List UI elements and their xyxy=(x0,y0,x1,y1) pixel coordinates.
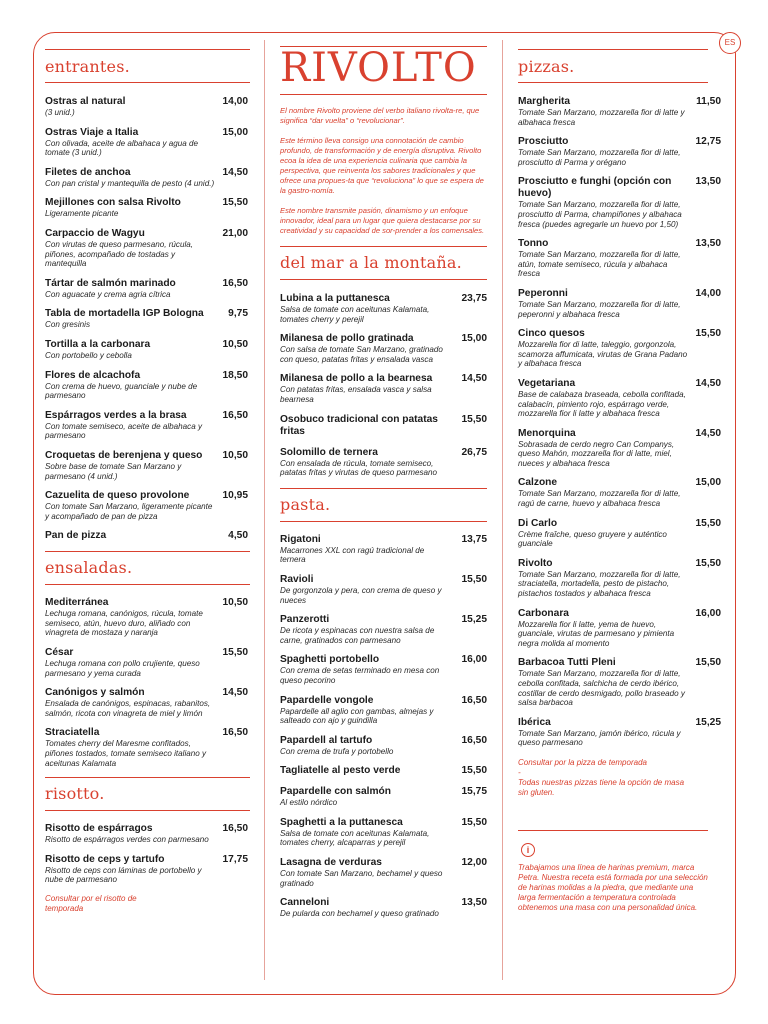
menu-item-name: Papardell al tartufo xyxy=(280,734,373,746)
intro-paragraph: El nombre Rivolto proviene del verbo italiano rivolta-re, que significa “dar vuelta” o “revolucionar”. xyxy=(280,106,480,125)
menu-item-name: Spaghetti a la puttanesca xyxy=(280,816,403,828)
menu-item xyxy=(45,96,248,118)
menu-item-name: Tagliatelle al pesto verde xyxy=(280,765,401,777)
menu-item-name: Pan de pizza xyxy=(45,530,107,542)
menu-item-name: Prosciutto e funghi (opción con huevo) xyxy=(518,176,672,200)
menu-item-price: 13,75 xyxy=(461,533,487,545)
menu-item-price: 16,50 xyxy=(461,694,487,706)
menu-item-description: Sobrasada de cerdo negro Can Companys, queso Mahón, mozzarella fior di latte, miel, nueces y albahaca fresca xyxy=(518,439,675,468)
menu-item-header xyxy=(45,450,248,462)
menu-item-description: Tomate San Marzano, mozzarella fior di latte, straciatella, mortadella, pesto de pistacho, pistachos tostados y albahaca fresca xyxy=(518,569,681,599)
menu-item xyxy=(45,278,248,300)
menu-item-price: 14,00 xyxy=(222,96,248,107)
menu-item xyxy=(280,574,487,605)
menu-item xyxy=(518,328,721,369)
menu-item-header xyxy=(280,786,487,798)
menu-item-price: 14,50 xyxy=(461,373,487,385)
menu-item-name: Menorquina xyxy=(518,427,576,439)
menu-item-header xyxy=(280,447,487,459)
entrantes-list xyxy=(45,96,248,542)
menu-item-name: Risotto de espárragos xyxy=(45,823,153,835)
menu-item-description: Tomate San Marzano, mozzarella fior di latte, atún, tomate semiseco, rúcula y albahaca fresca xyxy=(518,250,681,279)
menu-item-name: Margherita xyxy=(518,96,571,107)
menu-item-price: 16,50 xyxy=(222,727,248,739)
menu-item-price: 9,75 xyxy=(228,308,248,320)
menu-item xyxy=(45,490,248,521)
menu-item-price: 14,50 xyxy=(695,377,721,389)
menu-item-name: Filetes de anchoa xyxy=(45,166,131,178)
menu-item-price: 12,75 xyxy=(695,136,721,148)
menu-item-header xyxy=(518,288,721,300)
menu-item-price: 13,50 xyxy=(461,897,487,909)
menu-item-name: Papardelle con salmón xyxy=(280,786,391,798)
menu-item-header xyxy=(518,378,721,390)
menu-item-name: Spaghetti portobello xyxy=(280,654,380,666)
menu-item-description: (3 unid.) xyxy=(45,108,75,117)
menu-item-name: Ostras Viaje a Italia xyxy=(45,126,139,138)
menu-item-header xyxy=(280,414,487,438)
menu-item-price: 23,75 xyxy=(461,293,487,304)
menu-item-price: 4,50 xyxy=(228,530,248,542)
menu-item xyxy=(280,333,487,364)
menu-item-description: Base de calabaza braseada, cebolla confitada, calabacín, pimiento rojo, espárrago verde, mozzarella fior li latte y albahaca fresca xyxy=(518,389,686,419)
menu-item-description: Risotto de espárragos verdes con parmesano xyxy=(45,835,209,845)
menu-item-name: Prosciutto xyxy=(518,136,569,148)
intro-paragraph: Este nombre transmite pasión, dinamismo y un enfoque innovador, ideal para un lugar que quiera destacarse por su creatividad y su capacidad de sor-prender a los comensales. xyxy=(280,206,485,235)
menu-item-name: Canónigos y salmón xyxy=(45,687,145,699)
menu-item-header xyxy=(280,897,487,909)
menu-item-description: De ricota y espinacas con nuestra salsa de carne, gratinados con parmesano xyxy=(280,626,435,645)
menu-item-header xyxy=(45,96,248,108)
menu-item-description: De gorgonzola y pera, con crema de queso y nueces xyxy=(280,585,442,605)
risotto-note: Consultar por el risotto de temporada xyxy=(45,894,137,913)
menu-item-name: Peperonni xyxy=(518,287,568,299)
menu-item-header xyxy=(280,857,487,869)
menu-item-name: Mediterránea xyxy=(45,597,109,609)
menu-item-name: Tortilla a la carbonara xyxy=(45,338,151,350)
menu-item-name: Lasagna de verduras xyxy=(280,857,382,869)
divider xyxy=(45,49,250,50)
menu-item-description: Mozzarella fior di latte, taleggio, gorgonzola, scamorza affumicata, virutas de Grana Padano y albahaca fresca xyxy=(518,340,688,369)
divider xyxy=(280,488,487,489)
menu-item-name: Tonno xyxy=(518,238,549,250)
menu-item-price: 15,50 xyxy=(461,573,487,585)
menu-item-description: Con pan cristal y mantequilla de pesto (4 unid.) xyxy=(45,178,215,188)
menu-item-description: Tomate San Marzano, mozzarella fior di latte, prosciutto di Parma y orégano xyxy=(518,148,681,167)
menu-item-name: Cinco quesos xyxy=(518,328,585,340)
divider xyxy=(518,49,708,50)
menu-item-header xyxy=(280,373,487,385)
menu-item-header xyxy=(280,765,487,777)
menu-item-description: Con gresinis xyxy=(45,320,90,330)
section-title-ensaladas: ensaladas. xyxy=(45,558,133,578)
menu-item-price: 13,50 xyxy=(695,176,721,188)
divider xyxy=(518,830,708,831)
menu-item-price: 15,25 xyxy=(695,716,721,728)
menu-item-description: Lechuga romana con pollo crujiente, queso parmesano y yema curada xyxy=(45,659,200,678)
menu-item-price: 15,50 xyxy=(461,413,487,425)
menu-item-price: 21,00 xyxy=(222,227,248,239)
menu-item-description: Salsa de tomate con aceitunas Kalamata, tomates cherry, alcaparras y perejil xyxy=(280,828,430,848)
menu-item-header xyxy=(45,228,248,240)
divider xyxy=(45,551,250,552)
menu-item-header xyxy=(518,136,721,148)
menu-item-description: Con crema de huevo, guanciale y nube de parmesano xyxy=(45,381,198,401)
menu-item-price: 15,75 xyxy=(461,786,487,798)
menu-item-description: Tomate San Marzano, mozzarella fior di latte, ragú de carne, huevo y albahaca fresca xyxy=(518,489,681,509)
menu-item xyxy=(45,727,248,768)
column-divider xyxy=(264,40,265,980)
menu-item-name: Canneloni xyxy=(280,897,330,909)
menu-item-header xyxy=(518,96,721,108)
menu-item xyxy=(45,687,248,718)
menu-item-name: Espárragos verdes a la brasa xyxy=(45,409,187,421)
menu-item-header xyxy=(280,817,487,829)
menu-item-name: Straciatella xyxy=(45,727,100,739)
menu-item xyxy=(45,530,248,542)
menu-item-price: 15,00 xyxy=(222,126,248,138)
divider xyxy=(45,584,250,585)
pizza-note-separator: - xyxy=(518,767,521,777)
menu-item xyxy=(518,238,721,279)
menu-item-price: 10,95 xyxy=(222,490,248,502)
menu-item-name: Tártar de salmón marinado xyxy=(45,277,176,289)
menu-item-header xyxy=(45,339,248,351)
menu-item xyxy=(280,614,487,645)
menu-item-name: Solomillo de ternera xyxy=(280,446,378,458)
menu-item-name: Barbacoa Tutti Pleni xyxy=(518,657,616,669)
menu-item-description: Con olivada, aceite de albahaca y agua de tomate (3 unid.) xyxy=(45,138,198,158)
menu-item xyxy=(280,373,487,404)
menu-item xyxy=(45,197,248,219)
section-title-pizzas: pizzas. xyxy=(518,57,575,76)
menu-item-description: Tomate San Marzano, mozzarella fior di latte y albahaca fresca xyxy=(518,108,685,127)
menu-item-header xyxy=(45,490,248,502)
menu-item-price: 26,75 xyxy=(461,446,487,458)
menu-item-price: 15,00 xyxy=(695,477,721,489)
menu-item xyxy=(45,127,248,158)
menu-item-header xyxy=(518,558,721,570)
menu-item-header xyxy=(45,308,248,320)
menu-item xyxy=(518,657,721,707)
menu-item xyxy=(518,477,721,508)
section-title-delmar: del mar a la montaña. xyxy=(280,253,462,272)
language-badge[interactable]: ES xyxy=(719,32,741,54)
menu-item-name: Milanesa de pollo a la bearnesa xyxy=(280,373,433,385)
menu-item-description: De pularda con bechamel y queso gratinado xyxy=(280,909,439,919)
menu-item-description: Risotto de ceps con láminas de portobello y nube de parmesano xyxy=(45,865,202,885)
menu-item-name: Panzerotti xyxy=(280,614,330,626)
menu-item-header xyxy=(280,534,487,546)
menu-item xyxy=(45,167,248,189)
menu-item-name: Mejillones con salsa Rivolto xyxy=(45,197,181,209)
menu-item-header xyxy=(45,167,248,179)
menu-item-description: Ensalada de canónigos, espinacas, rabanitos, salmón, ricota con vinagreta de miel y limón xyxy=(45,699,211,718)
menu-item-name: Papardelle vongole xyxy=(280,694,374,706)
menu-item xyxy=(45,597,248,638)
menu-item-header xyxy=(45,278,248,290)
menu-item xyxy=(280,534,487,565)
menu-item xyxy=(45,228,248,269)
menu-item xyxy=(280,817,487,848)
menu-item-name: Flores de alcachofa xyxy=(45,369,141,381)
menu-item-header xyxy=(280,333,487,345)
menu-item-price: 17,75 xyxy=(222,853,248,865)
menu-item xyxy=(518,558,721,599)
menu-item-name: Ostras al natural xyxy=(45,96,126,107)
menu-item-name: Carpaccio de Wagyu xyxy=(45,227,145,239)
menu-item-description: Tomate San Marzano, jamón ibérico, rúcula y queso parmesano xyxy=(518,728,681,748)
menu-item-price: 15,00 xyxy=(461,333,487,345)
menu-item-price: 15,50 xyxy=(222,647,248,659)
menu-item-price: 10,50 xyxy=(222,597,248,609)
menu-item-price: 10,50 xyxy=(222,338,248,350)
menu-item-header xyxy=(45,530,248,542)
menu-item-name: Osobuco tradicional con patatas fritas xyxy=(280,413,438,437)
menu-item-description: Al estilo nórdico xyxy=(280,798,338,808)
menu-item xyxy=(45,647,248,678)
menu-item-price: 16,50 xyxy=(222,409,248,421)
menu-item-header xyxy=(518,477,721,489)
menu-item-name: Calzone xyxy=(518,477,558,489)
menu-item xyxy=(518,428,721,469)
menu-item-description: Tomates cherry del Maresme confitados, piñones tostados, tomate semiseco italiano y aceitunas Kalamata xyxy=(45,739,207,768)
menu-item xyxy=(518,136,721,167)
menu-item-description: Lechuga romana, canónigos, rúcula, tomate semiseco, atún, huevo duro, aliñado con vinagreta de mostaza y naranja xyxy=(45,609,203,638)
menu-item-description: Con ensalada de rúcula, tomate semiseco, patatas fritas y virutas de queso parmesano xyxy=(280,458,438,478)
menu-item-price: 16,50 xyxy=(222,823,248,835)
menu-item xyxy=(518,608,721,649)
menu-item-price: 15,50 xyxy=(695,557,721,569)
menu-item xyxy=(280,293,487,324)
intro-paragraph: Este término lleva consigo una connotación de cambio profundo, de transformación y de energía disruptiva. Rivolto ecoa la idea de una experiencia culinaria que cambia la perspectiva, que reinventa los sabores tradicionales y que ofrece una propues-ta que “revoluciona” lo que se espera de la gastro-nomía. xyxy=(280,136,484,195)
menu-item xyxy=(280,414,487,438)
menu-item xyxy=(280,695,487,726)
menu-item-price: 15,50 xyxy=(695,517,721,529)
menu-item-name: Lubina a la puttanesca xyxy=(280,293,390,304)
pizza-note: Consultar por la pizza de temporada xyxy=(518,757,647,767)
divider xyxy=(280,94,487,95)
info-icon: i xyxy=(521,843,535,857)
menu-item-description: Tomate San Marzano, mozzarella fior di latte, peperonni y albahaca fresca xyxy=(518,299,681,319)
menu-item-header xyxy=(45,823,248,835)
menu-item-name: Ibérica xyxy=(518,716,551,728)
menu-item xyxy=(280,654,487,685)
menu-item-name: Rivolto xyxy=(518,557,553,569)
menu-item-name: Cazuelita de queso provolone xyxy=(45,490,190,502)
menu-item-name: Milanesa de pollo gratinada xyxy=(280,333,414,345)
menu-item-description: Tomate San Marzano, mozzarella fior di latte, prosciutto di Parma, champiñones y albahaca fresca (puedes agregarle un huevo por 1,50) xyxy=(518,200,682,229)
divider xyxy=(518,82,708,83)
menu-item-description: Con patatas fritas, ensalada vasca y salsa bearnesa xyxy=(280,385,432,404)
menu-item xyxy=(518,378,721,419)
column-left xyxy=(45,0,248,914)
menu-item-description: Salsa de tomate con aceitunas Kalamata, tomates cherry y perejil xyxy=(280,305,430,324)
menu-item-name: Risotto de ceps y tartufo xyxy=(45,853,165,865)
section-title-entrantes: entrantes. xyxy=(45,57,130,76)
menu-item-description: Tomate San Marzano, mozzarella fior di latte, cebolla confitada, salchicha de cerdo ibérico, costillar de cerdo desmigado, pollo braseado y salsa barbacoa xyxy=(518,669,685,708)
section-title-pasta: pasta. xyxy=(280,494,331,514)
menu-item-header xyxy=(518,238,721,250)
flour-info-text: Trabajamos una línea de harinas premium, marca Petra. Nuestra receta está formada por una selección de harinas molidas a la piedra, que mediante una larga fermentación a temperatura controlada obtenemos una masa con una personalidad única. xyxy=(518,862,708,912)
menu-item-description: Papardelle all aglio con gambas, almejas y salteado con ajo y guindilla xyxy=(280,706,434,726)
menu-item-name: Ravioli xyxy=(280,573,314,585)
menu-item-description: Con tomate San Marzano, bechamel y queso gratinado xyxy=(280,869,443,888)
menu-item-description: Con salsa de tomate San Marzano, gratinado con queso, patatas fritas y ensalada vasca xyxy=(280,345,443,364)
menu-item-header xyxy=(45,197,248,209)
menu-item-price: 13,50 xyxy=(695,238,721,250)
menu-item xyxy=(45,339,248,361)
menu-item xyxy=(280,786,487,808)
menu-item-header xyxy=(280,735,487,747)
divider xyxy=(280,246,487,247)
menu-item-price: 15,50 xyxy=(222,197,248,209)
divider xyxy=(45,810,250,811)
menu-item-header xyxy=(518,176,721,200)
column-center xyxy=(280,0,487,928)
menu-item-header xyxy=(280,654,487,666)
menu-item xyxy=(518,717,721,748)
menu-item-price: 10,50 xyxy=(222,449,248,461)
pizzas-list xyxy=(518,96,721,748)
menu-item-header xyxy=(45,597,248,609)
menu-item-name: Rigatoni xyxy=(280,533,321,545)
menu-item-header xyxy=(45,127,248,139)
menu-item-price: 14,50 xyxy=(222,687,248,699)
menu-item-header xyxy=(45,854,248,866)
menu-item-price: 18,50 xyxy=(222,369,248,381)
divider xyxy=(45,82,250,83)
menu-item xyxy=(280,857,487,888)
menu-item-description: Con crema de setas terminado en mesa con queso pecorino xyxy=(280,666,440,685)
divider xyxy=(45,777,250,778)
menu-item-name: Carbonara xyxy=(518,607,569,619)
menu-item-header xyxy=(45,647,248,659)
column-right xyxy=(518,0,721,913)
menu-item-header xyxy=(280,614,487,626)
menu-item-price: 15,25 xyxy=(461,614,487,626)
menu-item-description: Con aguacate y crema agria cítrica xyxy=(45,289,171,299)
menu-item xyxy=(280,447,487,478)
brand-logo: RIVOLTO xyxy=(280,45,477,91)
menu-item-header xyxy=(280,695,487,707)
menu-item-description: Con virutas de queso parmesano, rúcula, piñones, acompañado de tostadas y mantequilla xyxy=(45,239,194,269)
menu-item-header xyxy=(280,293,487,305)
menu-item-header xyxy=(45,410,248,422)
menu-item xyxy=(45,823,248,845)
menu-item-name: Vegetariana xyxy=(518,377,576,389)
menu-item xyxy=(518,518,721,549)
menu-item-description: Ligeramente picante xyxy=(45,209,119,219)
menu-item xyxy=(45,308,248,330)
menu-item-header xyxy=(518,518,721,530)
menu-item xyxy=(280,735,487,757)
menu-item xyxy=(518,96,721,127)
menu-item-header xyxy=(518,608,721,620)
menu-item-description: Mozzarella fior li latte, yema de huevo, guanciale, virutas de parmesano y pimienta negra molida al momento xyxy=(518,619,675,648)
menu-item-description: Con tomate San Marzano, ligeramente picante y acompañado de pan de pizza xyxy=(45,502,213,521)
menu-item xyxy=(45,854,248,885)
column-divider xyxy=(502,40,503,980)
menu-item-description: Con crema de trufa y portobello xyxy=(280,746,394,756)
delmar-list xyxy=(280,293,487,478)
menu-item-header xyxy=(45,370,248,382)
divider xyxy=(280,521,487,522)
menu-item-header xyxy=(280,574,487,586)
menu-item-price: 15,50 xyxy=(461,816,487,828)
menu-item-header xyxy=(518,717,721,729)
menu-item-price: 16,50 xyxy=(222,277,248,289)
menu-item-price: 16,50 xyxy=(461,734,487,746)
menu-item-description: Con portobello y cebolla xyxy=(45,350,132,360)
menu-item-price: 16,00 xyxy=(695,607,721,619)
menu-item-price: 15,50 xyxy=(695,657,721,669)
intro-text xyxy=(280,106,487,236)
menu-item-price: 12,00 xyxy=(461,857,487,869)
menu-item-price: 11,50 xyxy=(696,96,721,107)
divider xyxy=(280,279,487,280)
menu-item-description: Sobre base de tomate San Marzano y parmesano (4 unid.) xyxy=(45,461,182,481)
menu-item xyxy=(45,370,248,401)
pasta-list xyxy=(280,534,487,919)
menu-item xyxy=(518,176,721,229)
menu-item-price: 16,00 xyxy=(461,654,487,666)
menu-item-price: 14,50 xyxy=(222,166,248,178)
menu-item xyxy=(45,450,248,481)
ensaladas-list xyxy=(45,597,248,768)
menu-item-price: 14,00 xyxy=(695,287,721,299)
menu-item xyxy=(280,765,487,777)
menu-item-name: Di Carlo xyxy=(518,517,558,529)
menu-item-header xyxy=(518,328,721,340)
menu-item-header xyxy=(518,657,721,669)
menu-item-header xyxy=(518,428,721,440)
menu-item xyxy=(518,288,721,319)
menu-item-name: Croquetas de berenjena y queso xyxy=(45,449,203,461)
menu-item-header xyxy=(45,727,248,739)
menu-item-price: 14,50 xyxy=(695,427,721,439)
menu-item xyxy=(280,897,487,919)
menu-item-price: 15,50 xyxy=(695,328,721,340)
menu-item-description: Crème fraîche, queso gruyere y auténtico guanciale xyxy=(518,529,667,549)
menu-item-name: Tabla de mortadella IGP Bologna xyxy=(45,308,204,320)
risotto-list xyxy=(45,823,248,885)
menu-item-header xyxy=(45,687,248,699)
pizza-note: Todas nuestras pizzas tiene la opción de masa sin gluten. xyxy=(518,777,685,797)
section-title-risotto: risotto. xyxy=(45,784,105,804)
menu-item-name: César xyxy=(45,647,74,659)
menu-item-description: Con tomate semiseco, aceite de albahaca y parmesano xyxy=(45,421,203,441)
menu-item-description: Macarrones XXL con ragú tradicional de ternera xyxy=(280,545,425,565)
menu-item xyxy=(45,410,248,441)
menu-item-price: 15,50 xyxy=(461,765,487,777)
